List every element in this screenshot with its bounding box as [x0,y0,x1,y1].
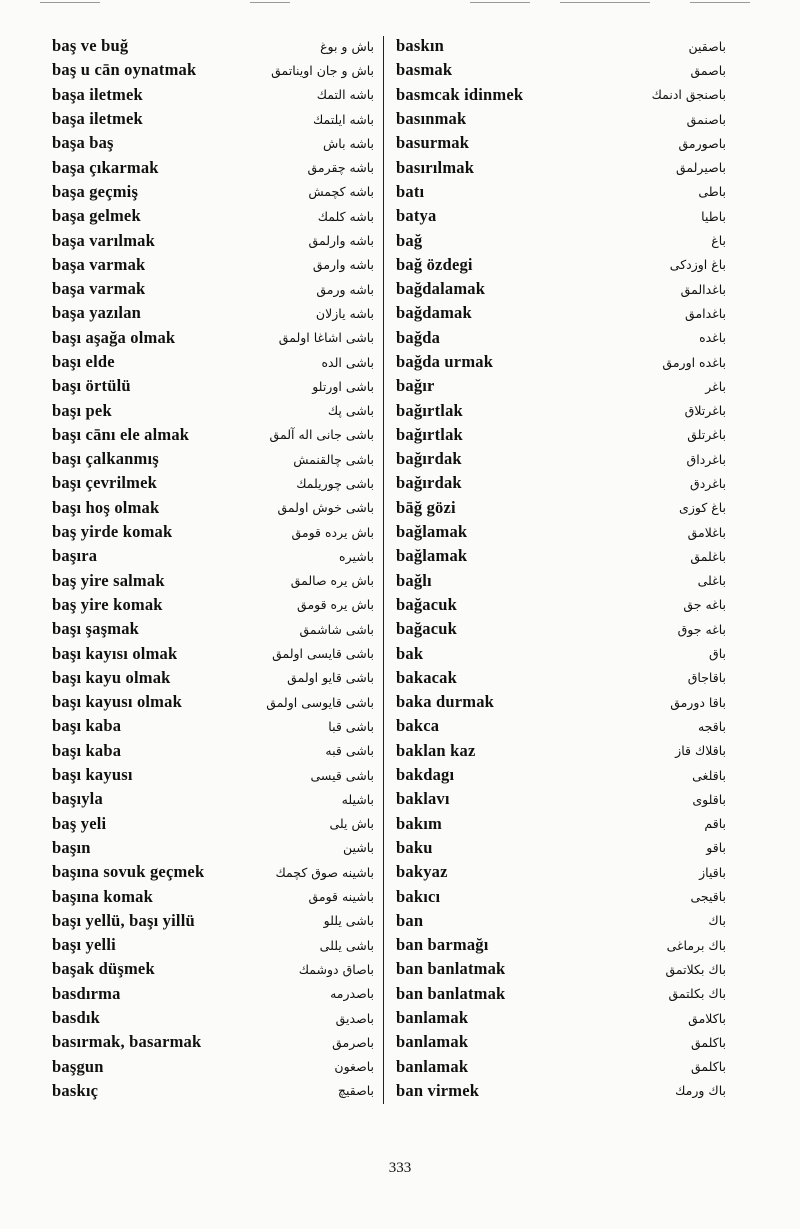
dictionary-entry [52,957,374,981]
entry-latin: başı örtülü [52,376,131,396]
entry-ottoman: باشى قايسى اولمق [272,646,374,662]
entry-latin: başa baş [52,133,114,153]
dictionary-entry [52,58,374,82]
entry-ottoman: باشيره [339,548,374,564]
dictionary-entry [52,641,374,665]
left-column [52,34,374,1103]
dictionary-entry [52,180,374,204]
entry-latin: bağlamak [396,522,468,542]
entry-latin: baklan kaz [396,740,476,760]
entry-ottoman: باصنمق [686,111,726,127]
entry-ottoman: باشه باش [323,135,374,151]
entry-ottoman: باقم [704,816,726,832]
entry-latin: bağırdak [396,473,462,493]
dictionary-entry [396,520,726,544]
dictionary-entry [396,812,726,836]
entry-latin: bağır [396,376,435,396]
dictionary-entry [52,204,374,228]
dictionary-entry [396,1079,726,1103]
entry-ottoman: باغدامق [685,305,726,321]
entry-ottoman: باشه وارلمق [308,233,374,249]
entry-latin: baş yire komak [52,594,163,614]
entry-ottoman: باشى قبا [328,718,374,734]
dictionary-entry [52,714,374,738]
dictionary-entry [52,107,374,131]
dictionary-entry [396,253,726,277]
entry-latin: başı aşağa olmak [52,327,176,347]
entry-ottoman: باصدرمه [330,986,374,1002]
entry-latin: basdık [52,1008,100,1028]
entry-ottoman: باشى اورتلو [312,378,374,394]
top-edge-marks [0,0,800,8]
entry-ottoman: باشى خوش اولمق [277,500,374,516]
entry-latin: başına komak [52,886,153,906]
entry-latin: baklavı [396,789,450,809]
entry-ottoman: باقلوى [692,791,726,807]
dictionary-entry [52,836,374,860]
dictionary-entry [52,34,374,58]
dictionary-entry [52,617,374,641]
entry-latin: başıra [52,546,98,566]
entry-latin: bağacuk [396,594,458,614]
entry-ottoman: باق [709,646,726,662]
entry-ottoman: باك بكلتمق [668,986,726,1002]
entry-ottoman: باقياز [699,864,726,880]
entry-ottoman: باغرتلاق [684,403,726,419]
entry-latin: bakyaz [396,862,448,882]
entry-ottoman: باغ كوزى [679,500,726,516]
entry-ottoman: باشه يازلان [315,305,374,321]
entry-ottoman: باصورمق [678,135,726,151]
entry-ottoman: باغلمق [690,548,726,564]
entry-latin: bakca [396,716,440,736]
dictionary-entry [396,107,726,131]
dictionary-entry [396,398,726,422]
dictionary-entry [396,131,726,155]
dictionary-entry [52,253,374,277]
right-column [396,34,726,1103]
entry-ottoman: باقجه [697,718,726,734]
entry-ottoman: باصغون [334,1059,374,1075]
entry-latin: ban [396,910,424,930]
dictionary-entry [396,909,726,933]
entry-ottoman: باشى چالقنمش [293,451,374,467]
entry-latin: başa varılmak [52,230,155,250]
entry-latin: bakım [396,813,442,833]
entry-ottoman: باغردق [690,475,726,491]
entry-ottoman: باشى چوريلمك [296,475,374,491]
entry-latin: başı elde [52,352,115,371]
dictionary-entry [52,812,374,836]
dictionary-entry [396,326,726,350]
entry-latin: bağırdak [396,449,462,469]
entry-ottoman: باشه ايلتمك [312,111,374,127]
dictionary-entry [52,350,374,374]
dictionary-entry [52,544,374,568]
entry-latin: başı cānı ele almak [52,424,190,444]
entry-ottoman: باقيجى [690,889,726,905]
dictionary-entry [396,301,726,325]
dictionary-entry [52,447,374,471]
entry-latin: bağ [396,230,423,250]
entry-latin: batı [396,181,425,201]
entry-latin: ban barmağı [396,935,489,955]
entry-ottoman: باشينه قومق [308,889,374,905]
dictionary-entry [396,58,726,82]
dictionary-entry [396,1054,726,1078]
entry-latin: başı şaşmak [52,619,140,639]
dictionary-entry [52,982,374,1006]
dictionary-entry [52,933,374,957]
entry-latin: başı çevrilmek [52,473,157,493]
entry-ottoman: باقا دورمق [670,694,726,710]
entry-ottoman: باغرتلق [687,427,726,443]
entry-latin: başı kayısı olmak [52,643,178,663]
entry-ottoman: باصقيچ [337,1083,374,1099]
entry-ottoman: باش يره قومق [297,597,374,613]
dictionary-entry [52,569,374,593]
dictionary-entry [396,569,726,593]
entry-ottoman: باغلى [697,573,726,589]
entry-latin: başı kayu olmak [52,667,171,687]
entry-ottoman: باشى قيسى [310,767,374,783]
dictionary-entry [396,544,726,568]
entry-ottoman: باش و جان اويناتمق [271,62,374,78]
entry-ottoman: باش و بوغ [320,38,374,54]
entry-latin: ban banlatmak [396,959,506,979]
entry-latin: bağda [396,327,441,347]
entry-latin: başı kaba [52,716,122,736]
dictionary-entry [52,83,374,107]
entry-ottoman: باغده اورمق [662,354,726,370]
entry-ottoman: باشى اشاغا اولمق [278,330,374,346]
dictionary-entry [396,860,726,884]
entry-latin: başa iletmek [52,84,143,104]
entry-latin: baş yire salmak [52,570,165,590]
dictionary-entry [52,909,374,933]
dictionary-entry [52,131,374,155]
entry-ottoman: باصقين [688,38,726,54]
entry-latin: başına sovuk geçmek [52,862,205,882]
entry-latin: bağda urmak [396,352,494,371]
entry-latin: baş yirde komak [52,522,173,542]
entry-latin: başı yelli [52,935,116,955]
entry-latin: basdırma [52,983,121,1003]
dictionary-entry [396,228,726,252]
dictionary-entry [396,690,726,714]
dictionary-entry [52,763,374,787]
entry-latin: bağlı [396,570,432,590]
entry-latin: bakdagı [396,765,455,785]
entry-ottoman: باشه چقرمق [307,160,374,176]
entry-latin: bağacuk [396,619,458,639]
entry-ottoman: باشه كلمك [317,208,374,224]
entry-ottoman: باك [708,913,726,929]
dictionary-entry [396,374,726,398]
entry-ottoman: باشى جانى اله آلمق [269,427,374,443]
entry-ottoman: باكلمق [690,1034,726,1050]
dictionary-entry [396,496,726,520]
dictionary-entry [52,1006,374,1030]
entry-ottoman: باشين [342,840,374,856]
entry-ottoman: باك بكلاتمق [665,961,726,977]
dictionary-entry [396,83,726,107]
dictionary-entry [396,471,726,495]
dictionary-entry [396,204,726,228]
entry-latin: ban banlatmak [396,983,506,1003]
dictionary-entry [52,690,374,714]
dictionary-entry [52,860,374,884]
dictionary-entry [52,666,374,690]
entry-ottoman: باغه جق [683,597,726,613]
entry-ottoman: باشه التمك [316,87,374,103]
dictionary-entry [52,155,374,179]
entry-latin: başı kaba [52,740,122,760]
dictionary-entry [396,739,726,763]
dictionary-entry [52,374,374,398]
dictionary-entry [52,326,374,350]
entry-ottoman: باقلغى [692,767,726,783]
entry-ottoman: باشى يللو [323,913,374,929]
entry-ottoman: باغده [699,330,726,346]
dictionary-entry [52,593,374,617]
entry-ottoman: باصرمق [332,1034,374,1050]
entry-ottoman: باقلاك قاز [675,743,726,759]
dictionary-entry [52,228,374,252]
entry-ottoman: باشينه صوق كچمك [275,864,374,880]
dictionary-entry [52,739,374,763]
entry-ottoman: باغلامق [687,524,726,540]
entry-ottoman: باك ورمك [675,1083,726,1099]
dictionary-entry [52,277,374,301]
entry-latin: basınmak [396,109,467,129]
dictionary-entry [52,520,374,544]
entry-latin: başı çalkanmış [52,449,159,469]
entry-ottoman: باشى شاشمق [299,621,374,637]
dictionary-entry [52,301,374,325]
dictionary-entry [52,423,374,447]
entry-latin: başı hoş olmak [52,497,160,517]
entry-latin: başgun [52,1056,104,1076]
entry-latin: bağırtlak [396,424,463,444]
entry-latin: banlamak [396,1008,469,1028]
entry-ottoman: باشه كچمش [308,184,374,200]
entry-ottoman: باصنجق ادنمك [651,87,726,103]
entry-ottoman: باطى [698,184,726,200]
entry-latin: basırılmak [396,157,475,177]
entry-ottoman: باكلامق [688,1010,726,1026]
entry-latin: bağırtlak [396,400,463,420]
dictionary-entry [396,277,726,301]
entry-latin: baş yeli [52,813,107,833]
dictionary-entry [52,1030,374,1054]
entry-ottoman: باشى الده [321,354,374,370]
entry-ottoman: باصديق [335,1010,374,1026]
entry-ottoman: باش يلى [329,816,374,832]
entry-ottoman: باغر [705,378,726,394]
entry-latin: başı kayusı [52,765,133,785]
entry-latin: baka durmak [396,692,495,712]
entry-latin: başıyla [52,789,103,809]
dictionary-entry [396,714,726,738]
entry-latin: basurmak [396,133,470,153]
dictionary-entry [396,982,726,1006]
entry-latin: bakıcı [396,886,441,906]
dictionary-entry [396,1006,726,1030]
entry-latin: başa varmak [52,279,146,299]
entry-latin: baskıç [52,1080,99,1100]
dictionary-entry [52,884,374,908]
dictionary-entry [396,787,726,811]
entry-ottoman: باغ اوزدكى [669,257,726,273]
dictionary-entry [396,34,726,58]
dictionary-entry [396,957,726,981]
entry-latin: ban virmek [396,1080,480,1100]
dictionary-entry [396,423,726,447]
entry-latin: başa varmak [52,254,146,274]
entry-ottoman: باغدالمق [680,281,726,297]
entry-latin: basırmak, basarmak [52,1032,202,1052]
dictionary-entry [52,1079,374,1103]
dictionary-entry [396,763,726,787]
entry-latin: banlamak [396,1032,469,1052]
entry-ottoman: باغه جوق [677,621,726,637]
entry-latin: başa çıkarmak [52,157,159,177]
dictionary-entry [396,666,726,690]
entry-ottoman: باش يرده قومق [291,524,374,540]
entry-ottoman: باشه ورمق [316,281,374,297]
entry-ottoman: باطيا [701,208,726,224]
entry-ottoman: باكلمق [690,1059,726,1075]
dictionary-entry [396,155,726,179]
entry-ottoman: باقو [706,840,726,856]
dictionary-entry [52,1054,374,1078]
entry-ottoman: باقاجاق [687,670,726,686]
entry-latin: bāğ gözi [396,497,456,517]
entry-ottoman: باك برماغى [666,937,726,953]
entry-latin: bağlamak [396,546,468,566]
entry-latin: başa gelmek [52,206,141,226]
dictionary-entry [396,836,726,860]
entry-latin: batya [396,206,437,226]
entry-latin: bağ özdegi [396,254,473,274]
column-divider [383,36,384,1104]
entry-ottoman: باصيرلمق [675,160,726,176]
entry-latin: bakacak [396,667,458,687]
page-number: 333 [388,1160,412,1176]
entry-ottoman: باشى پك [327,403,374,419]
entry-latin: başı yellü, başı yillü [52,910,195,930]
entry-latin: basmak [396,60,453,80]
entry-ottoman: باصاق دوشمك [298,961,374,977]
entry-latin: bak [396,643,424,663]
entry-latin: basmcak idinmek [396,84,524,104]
entry-ottoman: باشى يللى [319,937,374,953]
dictionary-entry [396,641,726,665]
dictionary-entry [52,471,374,495]
entry-ottoman: باشى قبه [325,743,374,759]
entry-ottoman: باغ [711,233,726,249]
dictionary-entry [396,617,726,641]
entry-ottoman: باشه وارمق [312,257,374,273]
dictionary-entry [396,884,726,908]
entry-latin: başı kayusı olmak [52,692,182,712]
entry-latin: başın [52,837,91,857]
dictionary-entry [396,933,726,957]
dictionary-entry [396,447,726,471]
entry-latin: bağdamak [396,303,472,323]
entry-ottoman: باشيله [341,791,374,807]
entry-latin: başa yazılan [52,303,142,323]
dictionary-entry [52,496,374,520]
entry-latin: başak düşmek [52,959,155,979]
entry-latin: başı pek [52,400,112,420]
dictionary-entry [52,787,374,811]
entry-ottoman: باصمق [690,62,726,78]
entry-latin: başa geçmiş [52,181,139,201]
dictionary-entry [396,1030,726,1054]
entry-latin: baş u cān oynatmak [52,60,197,80]
dictionary-entry [396,180,726,204]
dictionary-entry [396,350,726,374]
entry-ottoman: باشى قايو اولمق [287,670,374,686]
entry-latin: baku [396,837,433,857]
entry-ottoman: باش يره صالمق [290,573,374,589]
entry-ottoman: باشى قايوسى اولمق [266,694,374,710]
dictionary-entry [52,398,374,422]
entry-ottoman: باغرداق [686,451,726,467]
entry-latin: banlamak [396,1056,469,1076]
entry-latin: başa iletmek [52,109,143,129]
dictionary-entry [396,593,726,617]
entry-latin: baskın [396,36,444,56]
entry-latin: bağdalamak [396,279,486,299]
entry-latin: baş ve buğ [52,36,129,56]
